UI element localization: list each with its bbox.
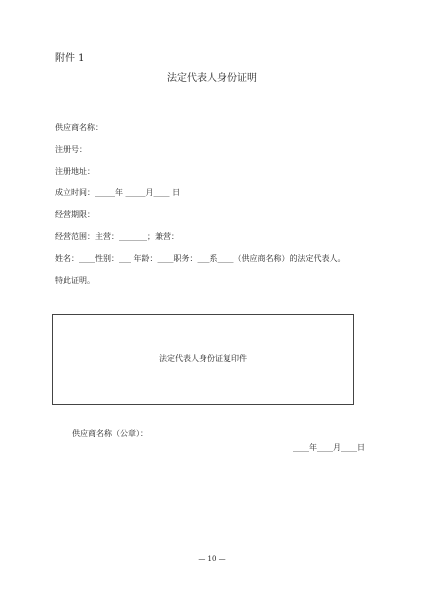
field-registration-address: 注册地址： (55, 167, 95, 176)
field-registration-number: 注册号： (55, 145, 87, 154)
field-supplier-name: 供应商名称： (55, 123, 103, 132)
id-copy-label: 法定代表人身份证复印件 (159, 354, 247, 363)
field-established-date: 成立时间：_____年 _____月____ 日 (55, 188, 181, 197)
hereby-certify: 特此证明。 (55, 276, 95, 285)
field-person-info: 姓名：____性别：___ 年龄：____职务：___系____（供应商名称）的法定代表人。 (55, 254, 346, 263)
signature-date: ____年____月____日 (293, 443, 365, 452)
supplier-seal-line: 供应商名称（公章）： (72, 429, 148, 438)
annex-label: 附件 1 (55, 53, 85, 64)
id-copy-box (52, 314, 354, 405)
field-business-scope: 经营范围：主营：_______；兼营： (55, 232, 179, 241)
field-business-term: 经营期限： (55, 210, 95, 219)
document-title: 法定代表人身份证明 (167, 73, 257, 84)
page-number: — 10 — (198, 555, 226, 563)
